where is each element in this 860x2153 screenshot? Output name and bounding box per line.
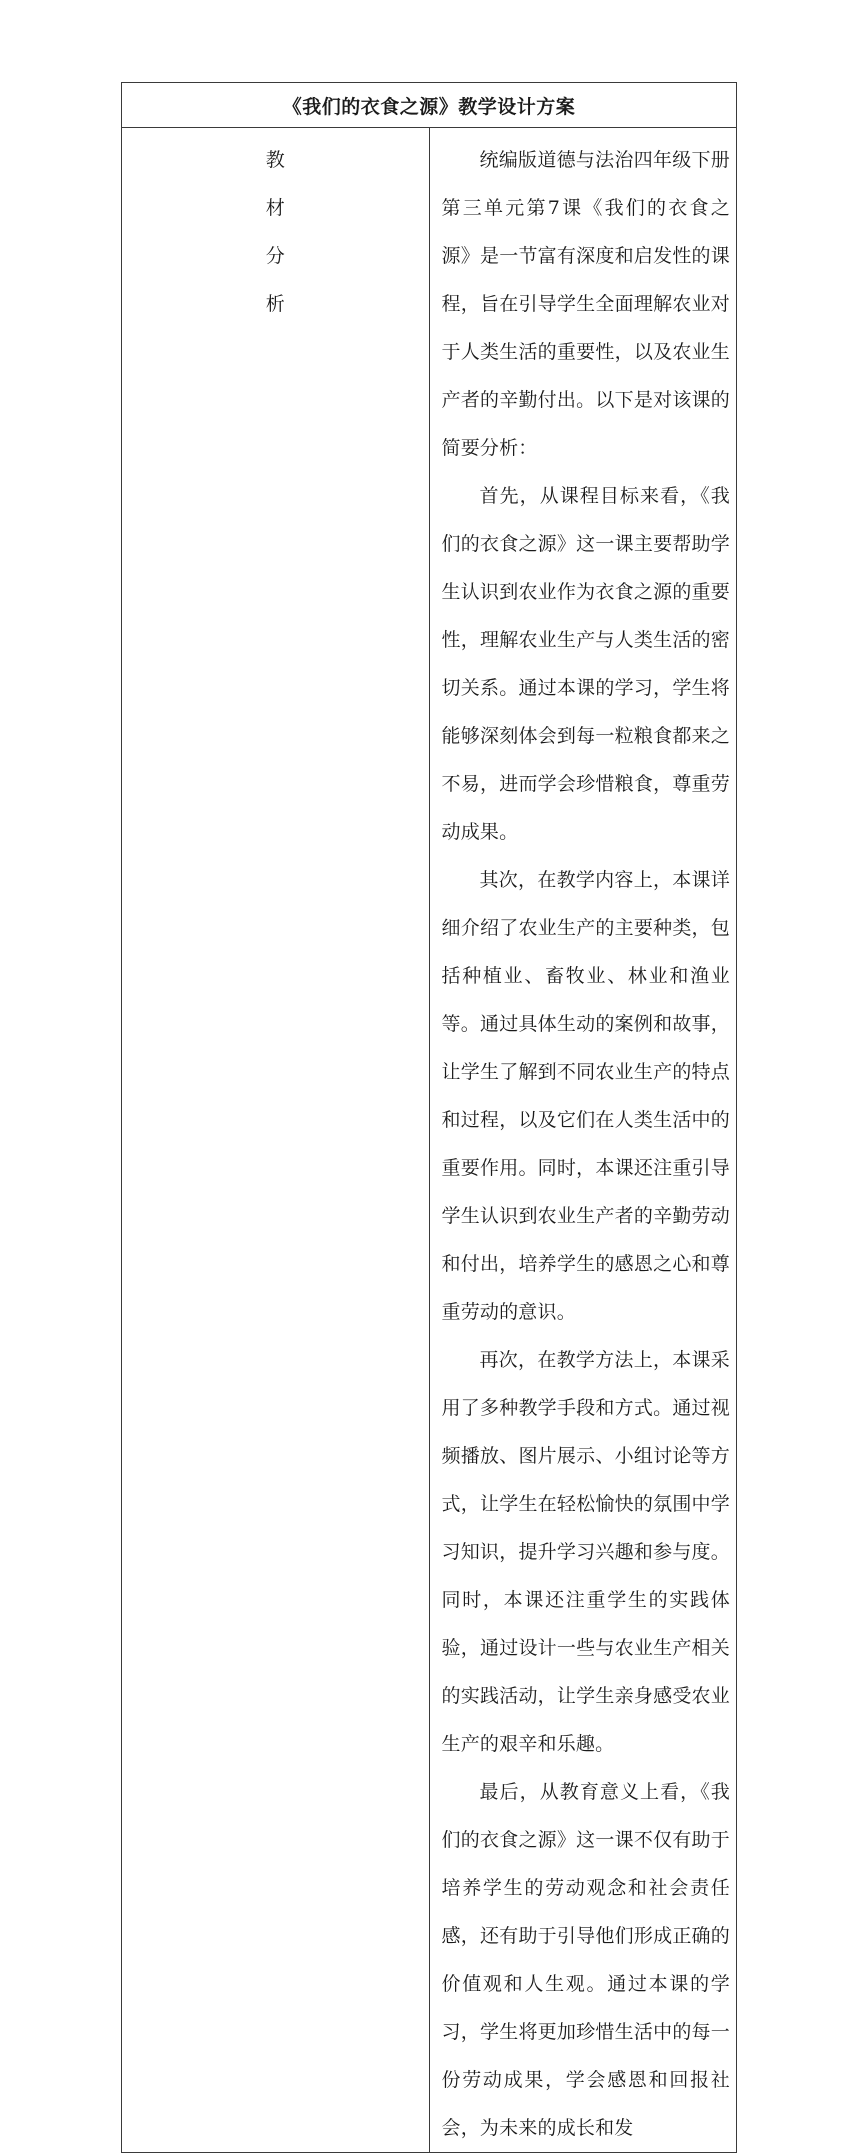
paragraph-second: 其次，在教学内容上，本课详细介绍了农业生产的主要种类，包括种植业、畜牧业、林业和渔业等。通过具体生动的案例和故事，让学生了解到不同农业生产的特点和过程，以及它们在人类生活中的重要作用。同时，本课还注重引导学生认识到农业生产者的辛勤劳动和付出，培养学生的感恩之心和尊重劳动的意识。 — [441, 869, 730, 1323]
section-label-char: 材 — [265, 197, 285, 219]
lesson-plan-table — [121, 82, 737, 2153]
analysis-row — [122, 128, 737, 2153]
section-label — [122, 128, 430, 2153]
analysis-content — [429, 128, 737, 2153]
paragraph-third: 再次，在教学方法上，本课采用了多种教学手段和方式。通过视频播放、图片展示、小组讨论等方式，让学生在轻松愉快的氛围中学习知识，提升学习兴趣和参与度。同时，本课还注重学生的实践体验，通过设计一些与农业生产相关的实践活动，让学生亲身感受农业生产的艰辛和乐趣。 — [441, 1349, 730, 1755]
section-label-char: 教 — [265, 149, 285, 171]
section-label-char: 分 — [265, 245, 285, 267]
paragraph-final: 最后，从教育意义上看，《我们的衣食之源》这一课不仅有助于培养学生的劳动观念和社会责任感，还有助于引导他们形成正确的价值观和人生观。通过本课的学习，学生将更加珍惜生活中的每一份劳动成果，学会感恩和回报社会，为未来的成长和发 — [441, 1781, 730, 2139]
title-row — [122, 83, 737, 128]
document-title: 《我们的衣食之源》教学设计方案 — [122, 83, 737, 128]
paragraph-first: 首先，从课程目标来看，《我们的衣食之源》这一课主要帮助学生认识到农业作为衣食之源的重要性，理解农业生产与人类生活的密切关系。通过本课的学习，学生将能够深刻体会到每一粒粮食都来之不易，进而学会珍惜粮食，尊重劳动成果。 — [441, 485, 730, 843]
section-label-char: 析 — [265, 293, 285, 315]
paragraph-intro: 统编版道德与法治四年级下册第三单元第7课《我们的衣食之源》是一节富有深度和启发性的课程，旨在引导学生全面理解农业对于人类生活的重要性，以及农业生产者的辛勤付出。以下是对该课的简要分析： — [441, 149, 730, 459]
